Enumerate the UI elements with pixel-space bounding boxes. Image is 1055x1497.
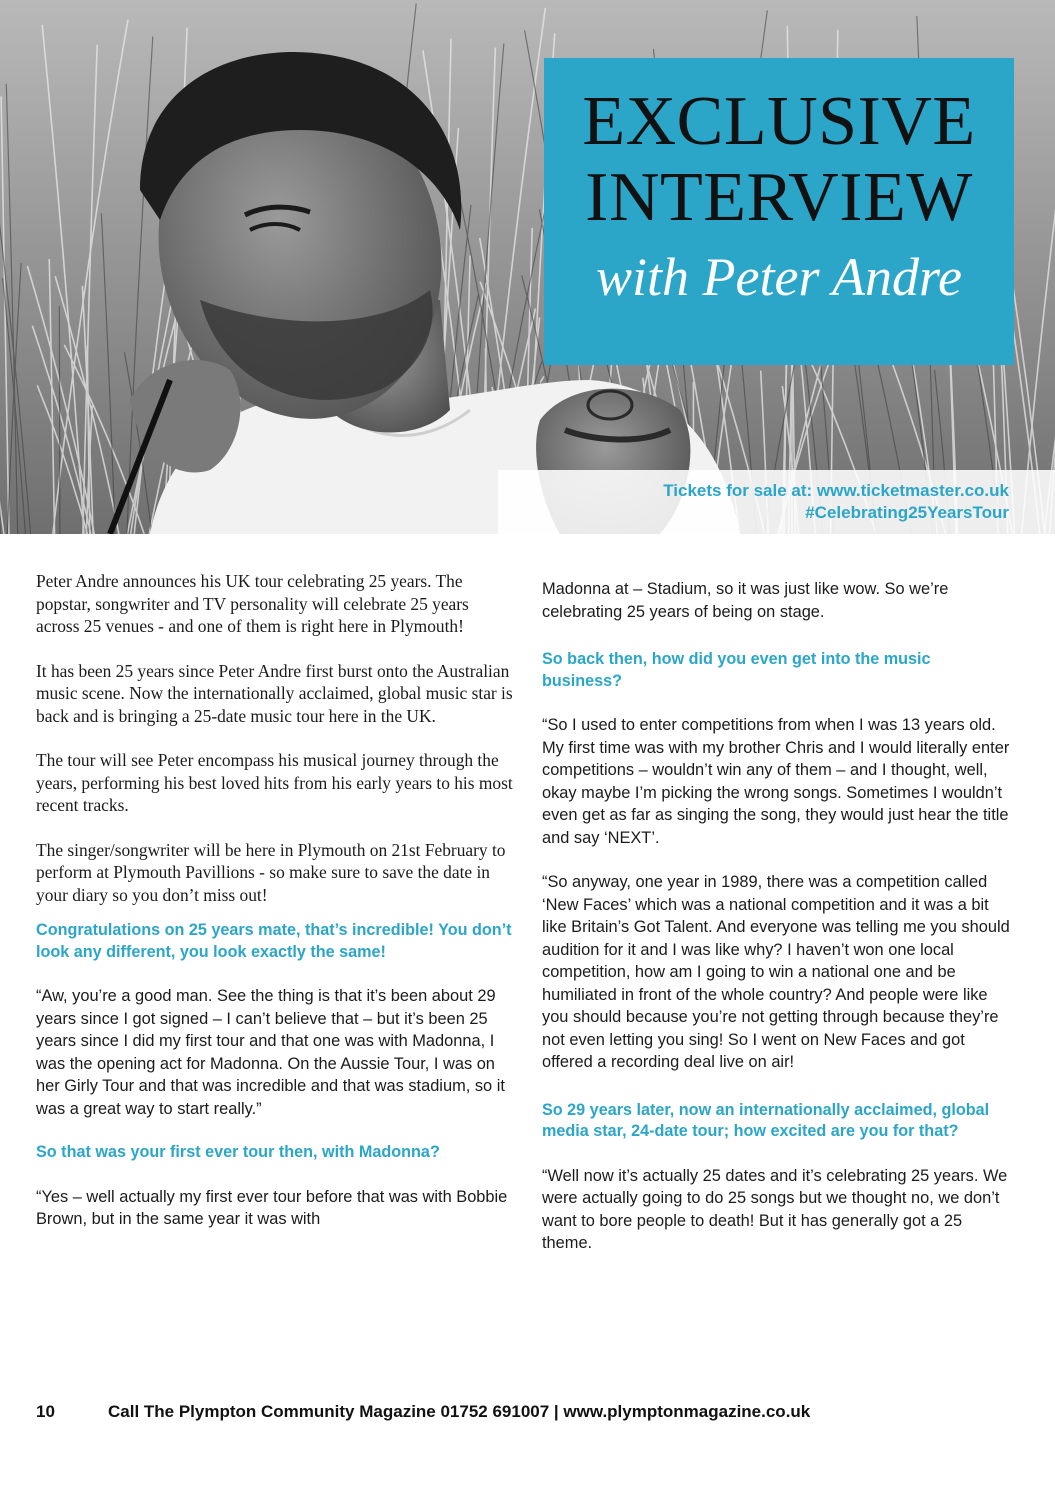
intro-paragraph: Peter Andre announces his UK tour celebrating 25 years. The popstar, songwriter and TV personality will celebrate 25 years across 25 venues - and one of them is right here in Plymouth! [36, 571, 469, 636]
interview-question: So 29 years later, now an internationally acclaimed, global media star, 24-date tour; how excited are you for that? [542, 1100, 990, 1140]
hashtag: #Celebrating25YearsTour [805, 503, 1009, 522]
interview-question: Congratulations on 25 years mate, that’s incredible! You don’t look any different, you look exactly the same! [36, 921, 512, 961]
interview-answer: “So anyway, one year in 1989, there was a competition called ‘New Faces’ which was a national competition and it was a bit like Britain’s Got Talent. And everyone was telling me you should audition for it and I was like why? I haven’t won one local competition, how am I going to win a national one and be humiliated in front of the whole country? And people were like you should because you’re not getting through because they’re not even letting you sing! So I went on New Faces and got offered a recording deal live on air! [542, 873, 1010, 1071]
title-subtitle: with Peter Andre [596, 247, 962, 307]
right-column [542, 578, 1014, 1277]
intro-paragraph: The tour will see Peter encompass his musical journey through the years, performing his best loved hits from his early years to his most recent tracks. [36, 750, 513, 815]
page-number: 10 [36, 1402, 55, 1421]
interview-question: So back then, how did you even get into the music business? [542, 650, 931, 690]
tickets-strip [498, 470, 1055, 534]
interview-answer: Madonna at – Stadium, so it was just like wow. So we’re celebrating 25 years of being on stage. [542, 580, 949, 621]
page-footer [36, 1402, 1036, 1422]
interview-answer: “Yes – well actually my first ever tour before that was with Bobbie Brown, but in the same year it was with [36, 1187, 508, 1228]
footer-contact: Call The Plympton Community Magazine 01752 691007 | www.plymptonmagazine.co.uk [108, 1402, 811, 1421]
interview-answer: “Well now it’s actually 25 dates and it’s celebrating 25 years. We were actually going to do 25 songs but we thought no, we don’t want to bore people to death! But it has generally got a 25 theme. [542, 1166, 1008, 1252]
title-line-exclusive: EXCLUSIVE [582, 83, 976, 160]
intro-paragraph: The singer/songwriter will be here in Plymouth on 21st February to perform at Plymouth Pavillions - so make sure to save the date in your diary so you don’t miss out! [36, 839, 506, 905]
intro-paragraph: It has been 25 years since Peter Andre first burst onto the Australian music scene. Now the internationally acclaimed, global music star is back and is bringing a 25-date music tour here in the UK. [36, 660, 513, 726]
title-line-interview: INTERVIEW [585, 159, 973, 236]
left-column [36, 570, 514, 1253]
title-box [544, 58, 1014, 365]
interview-answer: “So I used to enter competitions from when I was 13 years old. My first time was with my brother Chris and I would literally enter competitions – wouldn’t win any of them – and I thought, well, okay maybe I’m picking the wrong songs. Sometimes I wouldn’t even get as far as singing the song, they would just hear the title and say ‘NEXT’. [542, 716, 1010, 847]
tickets-link[interactable]: Tickets for sale at: www.ticketmaster.co.uk [663, 481, 1009, 500]
interview-answer: “Aw, you’re a good man. See the thing is that it’s been about 29 years since I got signed – I can’t believe that – but it’s been 25 years since I did my first tour and that one was with Madonna, I was the opening act for Madonna. On the Aussie Tour, I was on her Girly Tour and that was incredible and that was stadium, so it was a great way to start really.” [36, 987, 505, 1118]
interview-question: So that was your first ever tour then, with Madonna? [36, 1143, 440, 1161]
grass-blade [59, 306, 60, 534]
